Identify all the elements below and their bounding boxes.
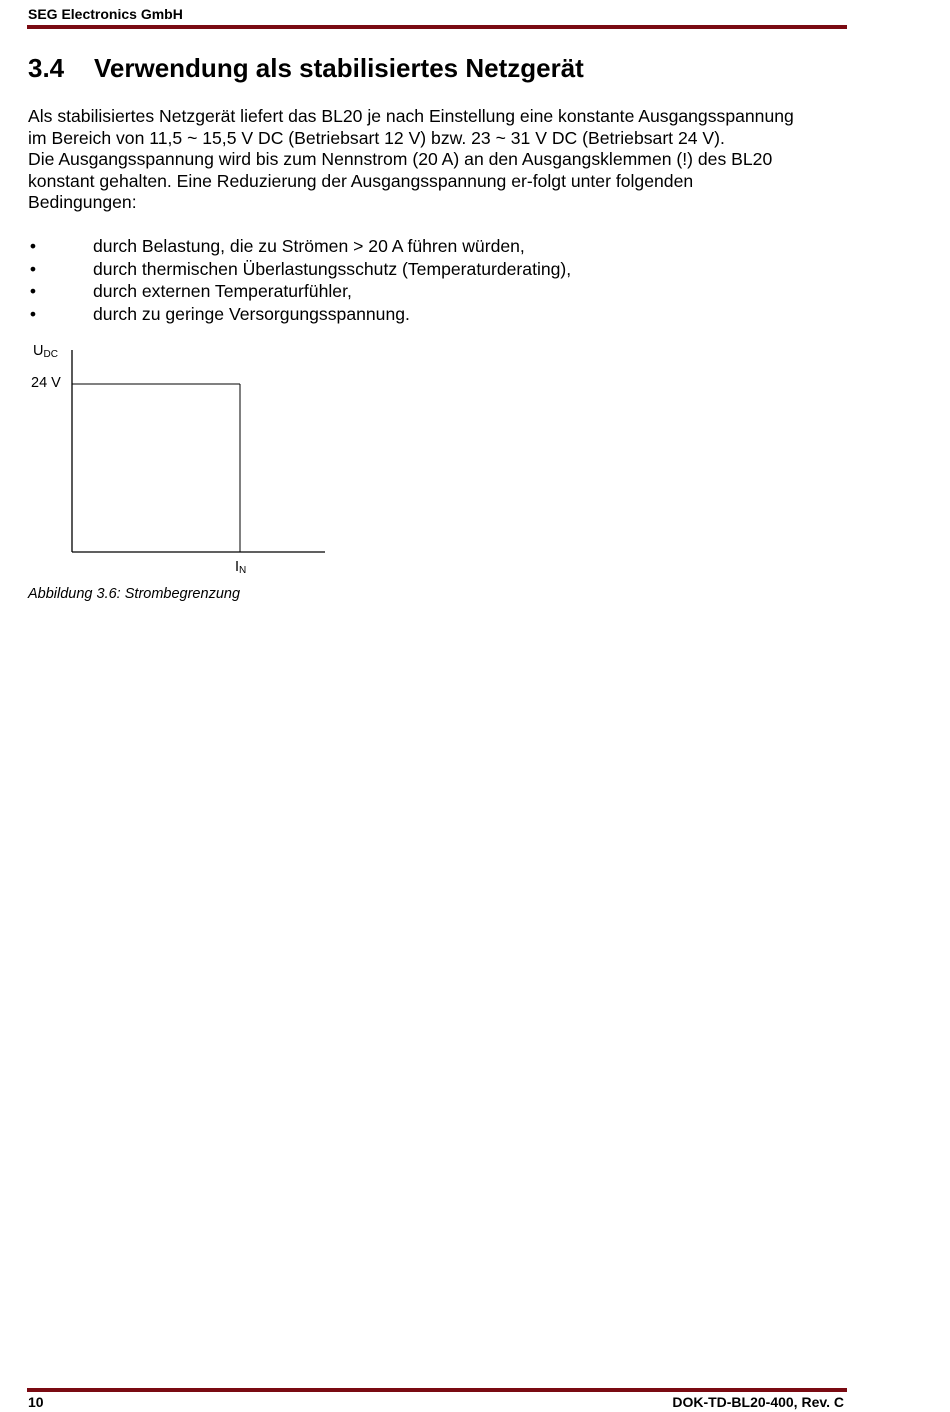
footer-rule [27,1388,847,1392]
bullet-icon: • [29,258,37,279]
header-company-name: SEG Electronics GmbH [28,6,183,22]
body-line: Als stabilisiertes Netzgerät liefert das BL20 je nach Einstellung eine konstante Ausgangsspannung [28,106,794,126]
x-axis-label: $I_N$ [235,559,247,576]
list-item [28,303,848,326]
list-item-text: durch externen Temperaturfühler, [93,281,352,302]
current-limit-diagram [25,338,345,583]
header-rule [27,25,847,29]
list-item-text: durch thermischen Überlastungsschutz (Temperaturderating), [93,258,572,279]
body-line: im Bereich von 11,5 ~ 15,5 V DC (Betriebsart 12 V) bzw. 23 ~ 31 V DC (Betriebsart 24 V). [28,127,725,148]
list-item [28,280,848,303]
y-axis-label: $U_{DC}$ [33,343,58,360]
page-number: 10 [28,1394,44,1410]
section-title: Verwendung als stabilisiertes Netzgerät [94,53,584,83]
bullet-icon: • [29,281,37,302]
body-paragraph [28,106,868,214]
list-item [28,235,848,258]
bullet-icon: • [29,304,37,325]
section-number: 3.4 [28,53,65,83]
list-item [28,258,848,281]
section-heading [28,53,584,84]
bullet-icon: • [29,236,37,256]
figure-caption: Abbildung 3.6: Strombegrenzung [28,586,241,602]
body-line: konstant gehalten. Eine Reduzierung der Ausgangsspannung er-folgt unter folgenden [28,170,694,191]
body-line: Die Ausgangsspannung wird bis zum Nennstrom (20 A) an den Ausgangsklemmen (!) des BL20 [28,149,773,170]
document-id: DOK-TD-BL20-400, Rev. C [672,1394,844,1410]
list-item-text: durch Belastung, die zu Strömen > 20 A führen würden, [93,236,525,256]
condition-list [28,235,848,326]
diagram-drawing [25,338,345,583]
voltage-value-label: 24 V [31,375,61,391]
body-line: Bedingungen: [28,192,137,213]
list-item-text: durch zu geringe Versorgungsspannung. [93,304,410,325]
